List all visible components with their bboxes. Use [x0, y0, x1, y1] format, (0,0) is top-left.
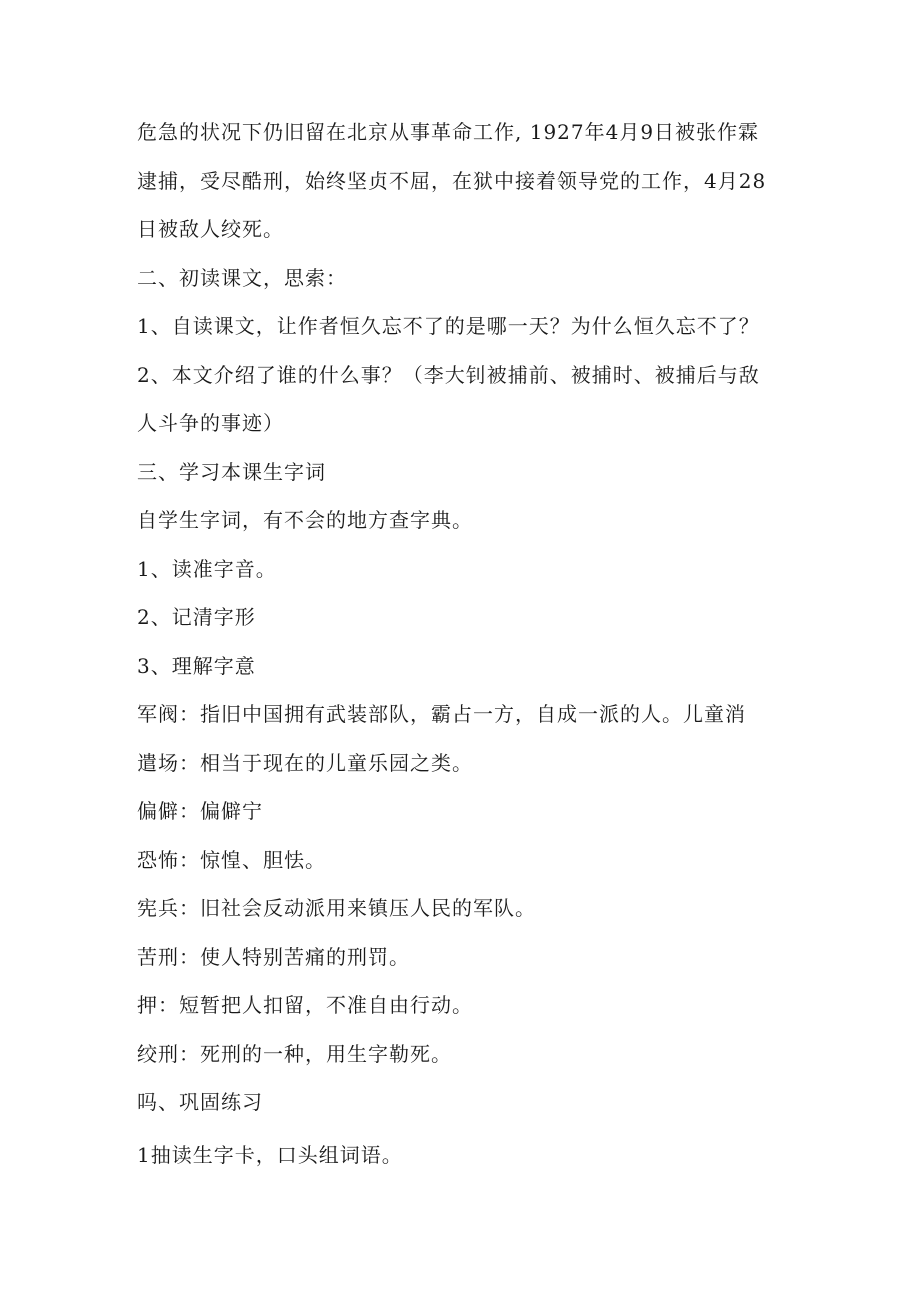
definition-line: 押：短暂把人扣留，不准自由行动。 — [137, 993, 473, 1017]
list-item: 3、理解字意 — [137, 653, 256, 678]
text-line: 危急的状况下仍旧留在北京从事革命工作, 1927年4月9日被张作霖 — [137, 120, 760, 144]
document-body — [137, 108, 797, 1179]
text-line: 1、自读课文，让作者恒久忘不了的是哪一天？为什么恒久忘不了？ — [137, 314, 760, 338]
section-heading: 三、学习本课生字词 — [137, 459, 326, 484]
section-heading: 二、初读课文，思索： — [137, 265, 347, 290]
text-line: 2、本文介绍了谁的什么事？（李大钊被捕前、被捕时、被捕后与敌 — [137, 362, 760, 387]
definition-line: 军阀：指旧中国拥有武装部队，霸占一方，自成一派的人。儿童消 — [137, 702, 746, 726]
definition-line: 恐怖：惊惶、胆怯。 — [137, 847, 326, 872]
definition-line: 遣场：相当于现在的儿童乐园之类。 — [137, 750, 473, 775]
definition-line: 偏僻：偏僻宁 — [137, 799, 263, 823]
list-item: 1抽读生字卡，口头组词语。 — [137, 1142, 403, 1167]
definition-line: 宪兵：旧社会反动派用来镇压人民的军队。 — [137, 896, 536, 920]
section-heading: 吗、巩固练习 — [137, 1090, 263, 1114]
text-line: 人斗争的事迹） — [137, 411, 284, 435]
list-item: 1、读准字音。 — [137, 556, 277, 581]
text-line: 自学生字词，有不会的地方查字典。 — [137, 508, 473, 532]
text-line: 逮捕，受尽酷刑，始终坚贞不屈，在狱中接着领导党的工作，4月28 — [137, 168, 767, 193]
definition-line: 苦刑：使人特别苦痛的刑罚。 — [137, 944, 410, 969]
definition-line: 绞刑：死刑的一种，用生字勒死。 — [137, 1041, 452, 1066]
text-line: 日被敌人绞死。 — [137, 217, 284, 241]
list-item: 2、记清字形 — [137, 605, 256, 629]
